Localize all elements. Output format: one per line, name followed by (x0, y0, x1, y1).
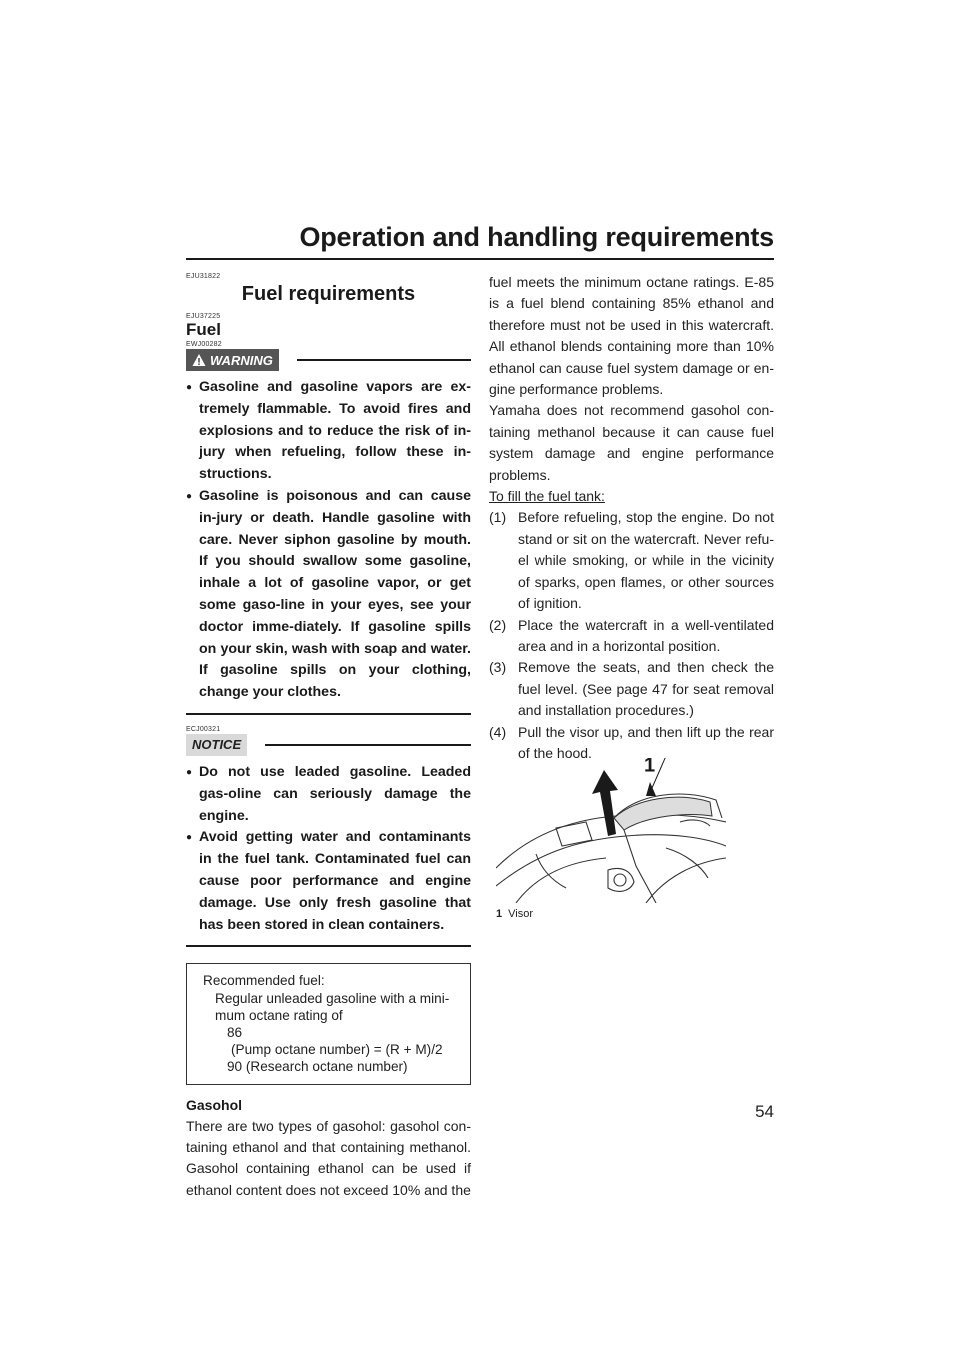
section-title: Fuel requirements (241, 283, 416, 305)
notice-header (186, 734, 471, 756)
step-text: Pull the visor up, and then lift up the rear of the hood. (518, 723, 774, 761)
list-item: ● Avoid getting water and contaminants in the fuel tank. Contaminated fuel can cause poor performance and engine damage. Use only fresh gasoline that has been stored in clean containers. (186, 827, 471, 936)
step-number: (3) (489, 659, 507, 676)
step-number: (2) (489, 616, 507, 633)
paragraph: fuel meets the minimum octane ratings. E-85 is a fuel blend containing 85% ethanol and therefore must not be used in this watercraft. All ethanol blends containing more than 10% ethanol can cause fuel system damage or en-gine performance problems. (489, 274, 774, 398)
ref-code: EJU37225 (186, 313, 221, 320)
step-number: (1) (489, 509, 507, 526)
right-column (489, 272, 774, 764)
warning-header (186, 349, 471, 371)
page-title: Operation and handling requirements (299, 222, 774, 252)
warning-rule (297, 359, 471, 361)
warning-end-rule (186, 713, 471, 715)
notice-list (186, 762, 471, 936)
figure-caption (496, 908, 533, 920)
ref-code: ECJ00321 (186, 725, 221, 733)
figure-callout: 1 (644, 758, 656, 777)
notice-badge (186, 734, 247, 756)
notice-label: NOTICE (192, 737, 242, 753)
header-rule (186, 258, 774, 260)
gasohol-title: Gasohol (186, 1096, 243, 1113)
warning-label: WARNING (210, 352, 273, 368)
fill-steps (489, 507, 774, 764)
warning-list (186, 377, 471, 704)
step-number: (4) (489, 723, 507, 740)
fuel-box-line: Recommended fuel: (203, 973, 325, 989)
recommended-fuel-box (186, 963, 471, 1084)
caption-number: 1 (496, 908, 503, 920)
list-item: ● Gasoline and gasoline vapors are ex-tremely flammable. To avoid fires and explosions and to reduce the risk of in-jury when refueling, follow these in-structions. (186, 377, 471, 486)
caption-text: Visor (508, 908, 533, 920)
list-item (489, 657, 774, 721)
fill-tank-heading: To fill the fuel tank: (489, 488, 605, 505)
notice-rule (265, 744, 471, 746)
notice-end-rule (186, 945, 471, 947)
list-item (489, 507, 774, 614)
gasohol-paragraph: There are two types of gasohol: gasohol con-taining ethanol and that containing methanol. Gasohol containing ethanol can be used if ethanol content does not exceed 10% and the (186, 1117, 471, 1198)
step-text: Place the watercraft in a well-ventilated area and in a horizontal position. (518, 616, 774, 654)
left-column (186, 272, 471, 1201)
fuel-box-line: Regular unleaded gasoline with a mini- (215, 990, 450, 1006)
paragraph: Yamaha does not recommend gasohol con-taining methanol because it can cause fuel system damage and engine performance problems. (489, 402, 774, 483)
fuel-box-line: 86 (227, 1024, 243, 1040)
warning-badge (186, 349, 279, 371)
step-text: Remove the seats, and then check the fuel level. (See page 47 for seat removal and installation procedures.) (518, 659, 774, 719)
fuel-box-line: mum octane rating of (215, 1007, 343, 1023)
visor-illustration (496, 758, 726, 903)
up-arrow-icon (592, 770, 618, 836)
ref-code: EJU31822 (186, 273, 221, 280)
step-text: Before refueling, stop the engine. Do not stand or sit on the watercraft. Never refu-el while smoking, or while in the vicinity of sparks, open flames, or other sources of ignition. (518, 509, 774, 612)
list-item: ● Gasoline is poisonous and can cause in-jury or death. Handle gasoline with care. Never siphon gasoline by mouth. If you should swallow some gasoline, inhale a lot of gasoline vapor, or get some gaso-line in your eyes, see your doctor imme-diately. If gasoline spills on your skin, wash with soap and water. If gasoline spills on your clothing, change your clothes. (186, 486, 471, 704)
list-item: ● Do not use leaded gasoline. Leaded gas-oline can seriously damage the engine. (186, 762, 471, 827)
subsection-title: Fuel (186, 320, 221, 339)
page-number: 54 (755, 1102, 774, 1121)
warning-triangle-icon (192, 353, 206, 367)
fuel-box-line: (Pump octane number) = (R + M)/2 (231, 1042, 443, 1058)
list-item (489, 615, 774, 658)
fuel-box-line: 90 (Research octane number) (227, 1059, 408, 1075)
visor-shape (614, 797, 712, 830)
ref-code: EWJ00282 (186, 341, 222, 348)
